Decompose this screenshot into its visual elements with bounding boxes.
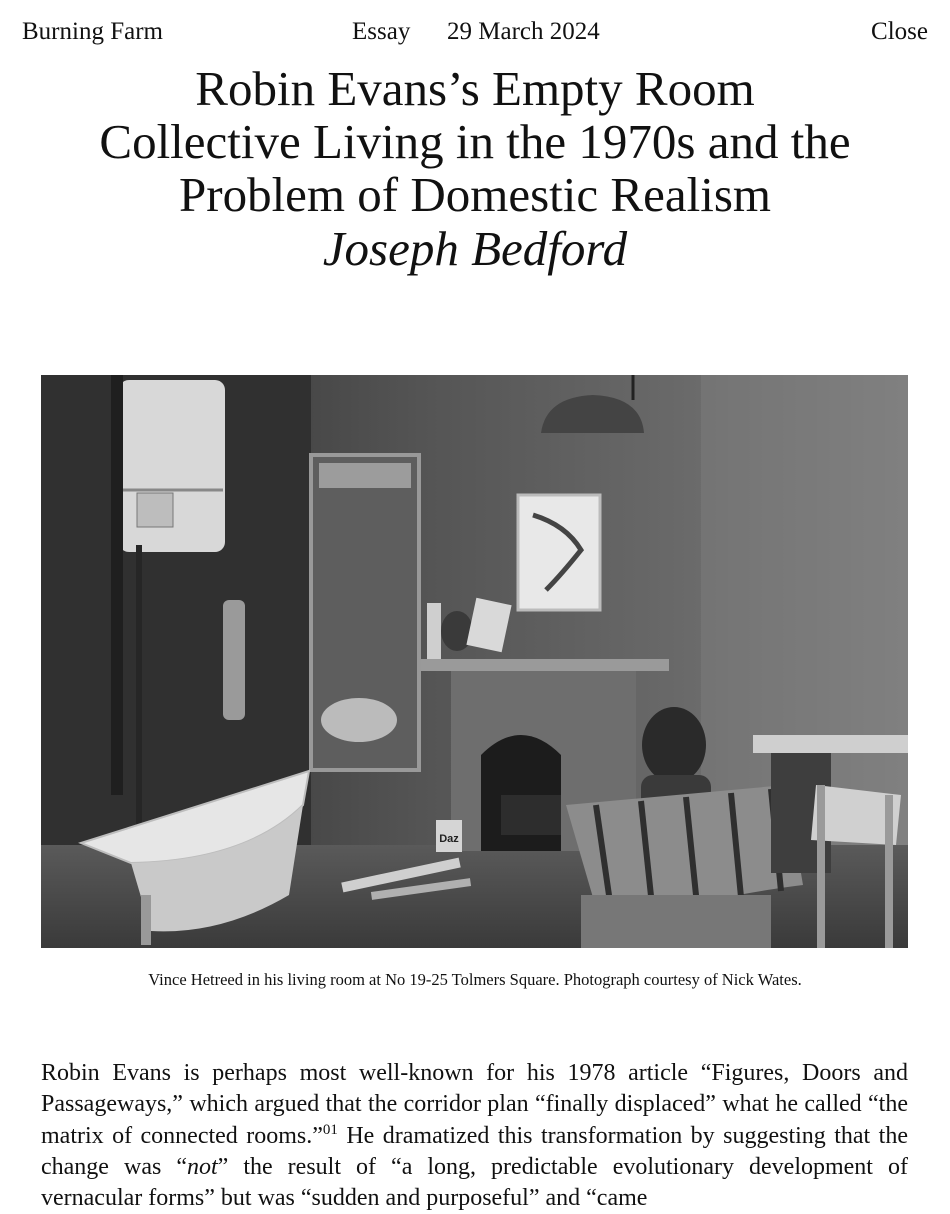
paragraph-text: He dramatized this transformation by suggesting that the change was “ — [41, 1122, 908, 1180]
article-heading — [0, 62, 950, 276]
paragraph-text: ” the result of “a long, predictable evolutionary development of vernacular forms” but was “sudden and purposeful” and “came — [41, 1153, 908, 1212]
emphasis-text: not — [186, 1153, 218, 1180]
close-button[interactable]: Close — [871, 18, 928, 45]
article-body-paragraph — [41, 1058, 908, 1214]
photo-caption: Vince Hetreed in his living room at No 19-25 Tolmers Square. Photograph courtesy of Nick Wates. — [148, 970, 802, 989]
footnote-ref-01[interactable]: 01 — [322, 1121, 338, 1138]
daz-box-label: Daz — [439, 833, 459, 845]
publish-date: 29 March 2024 — [447, 18, 600, 45]
section-label: Essay — [352, 18, 411, 45]
paragraph-text: Robin Evans is perhaps most well-known for his 1978 article “Figures, Doors and Passageways,” which argued that the corridor plan “finally displaced” what he called “the matrix of connected rooms.” — [41, 1060, 908, 1149]
article-author: Joseph Bedford — [322, 221, 628, 276]
site-home-link[interactable]: Burning Farm — [22, 18, 163, 45]
article-title-line-3: Problem of Domestic Realism — [179, 167, 771, 222]
article-photo-figure — [41, 375, 908, 948]
article-title-line-1: Robin Evans’s Empty Room — [195, 61, 755, 116]
article-title-line-2: Collective Living in the 1970s and the — [99, 114, 851, 169]
living-room-photo — [41, 375, 908, 948]
top-navigation-bar — [0, 0, 950, 70]
